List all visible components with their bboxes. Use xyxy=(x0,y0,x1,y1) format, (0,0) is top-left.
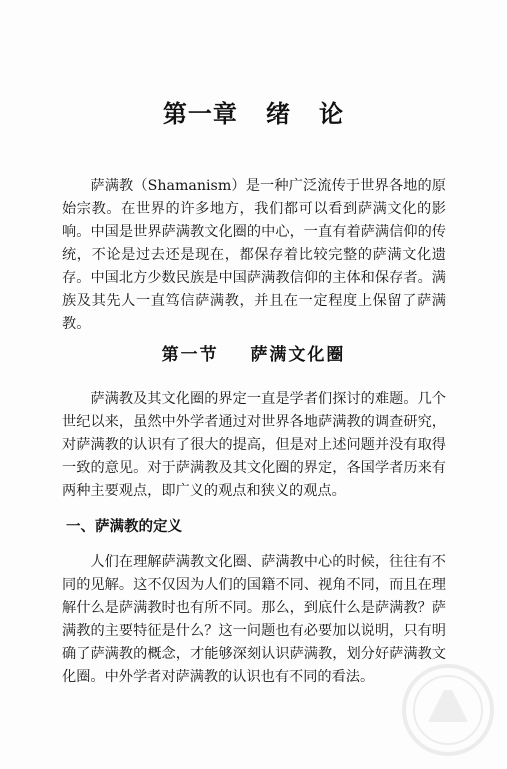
watermark-logo xyxy=(398,660,498,760)
chapter-title: 第一章 绪 论 xyxy=(162,100,345,128)
section-paragraph: 萨满教及其文化圈的界定一直是学者们探讨的难题。几个世纪以来，虽然中外学者通过对世界各地萨满教的调查研究，对萨满教的认识有了很大的提高，但是对上述问题并没有取得一致的意见。对于萨满教及其文化圈的界定，各国学者历来有两种主要观点，即广义的观点和狭义的观点。 xyxy=(62,391,446,499)
subsection-title: 一、萨满教的定义 xyxy=(66,519,182,535)
section-title: 第一节 萨满文化圈 xyxy=(161,345,346,365)
intro-paragraph: 萨满教（Shamanism）是一种广泛流传于世界各地的原始宗教。在世界的许多地方，我们都可以看到萨满文化的影响。中国是世界萨满教文化圈的中心，一直有着萨满信仰的传统，不论是过去还是现在，都保存着比较完整的萨满文化遗存。中国北方少数民族是中国萨满教信仰的主体和保存者。满族及其先人一直笃信萨满教，并且在一定程度上保留了萨满教。 xyxy=(62,178,446,332)
definition-paragraph: 人们在理解萨满教文化圈、萨满教中心的时候，往往有不同的见解。这不仅因为人们的国籍不同、视角不同，而且在理解什么是萨满教时也有所不同。那么，到底什么是萨满教？萨满教的主要特征是什么？这一问题也有必要加以说明，只有明确了萨满教的概念，才能够深刻认识萨满教，划分好萨满教文化圈。中外学者对萨满教的认识也有不同的看法。 xyxy=(62,554,446,685)
